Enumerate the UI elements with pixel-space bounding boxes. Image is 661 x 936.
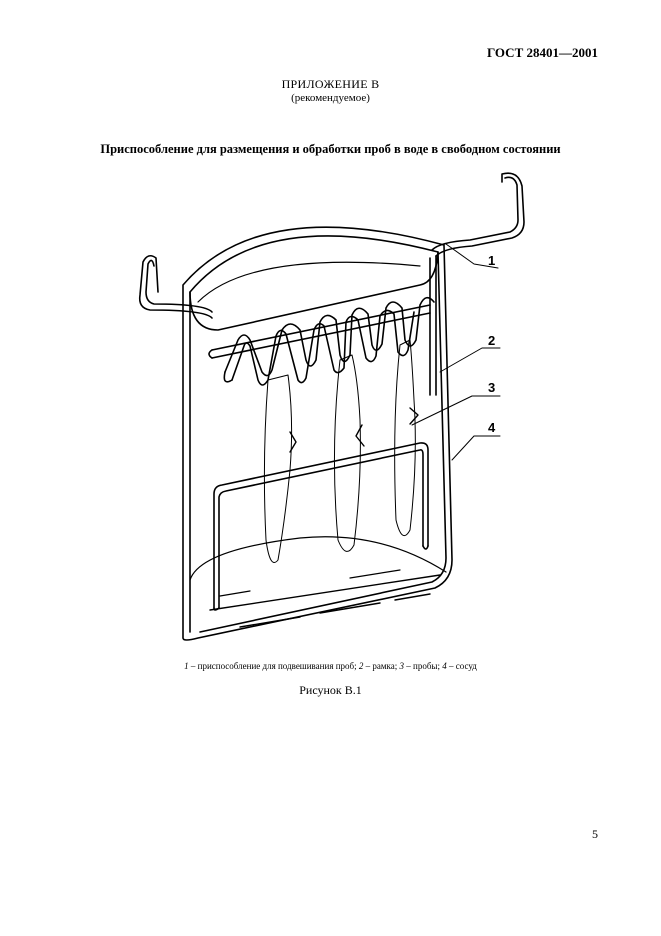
legend-num-4: 4: [442, 661, 447, 671]
legend-text-1: – приспособление для подвешивания проб;: [188, 661, 359, 671]
callout-1: 1: [488, 253, 496, 268]
frame: [214, 443, 428, 610]
legend-num-2: 2: [358, 661, 364, 671]
legend-num-1: 1: [184, 661, 189, 671]
callout-4: 4: [488, 420, 496, 435]
appendix-title: ПРИЛОЖЕНИЕ В: [281, 77, 380, 91]
appendix-note: (рекомендуемое): [291, 92, 370, 104]
section-title: Приспособление для размещения и обработки проб в воде в свободном состоянии: [100, 142, 561, 156]
page-number: 5: [592, 827, 598, 841]
callout-lines: [412, 244, 500, 460]
legend-text-4: – сосуд: [446, 661, 477, 671]
standard-number: ГОСТ 28401—2001: [486, 45, 598, 60]
legend-num-3: 3: [399, 661, 405, 671]
vessel: [183, 227, 452, 640]
legend-text-3: – пробы;: [404, 661, 443, 671]
figure-legend: [0, 661, 661, 671]
callout-2: 2: [488, 333, 496, 348]
figure-caption: Рисунок В.1: [299, 683, 362, 697]
legend-text-2: – рамка;: [363, 661, 400, 671]
callout-3: 3: [488, 380, 496, 395]
samples: [264, 340, 418, 563]
